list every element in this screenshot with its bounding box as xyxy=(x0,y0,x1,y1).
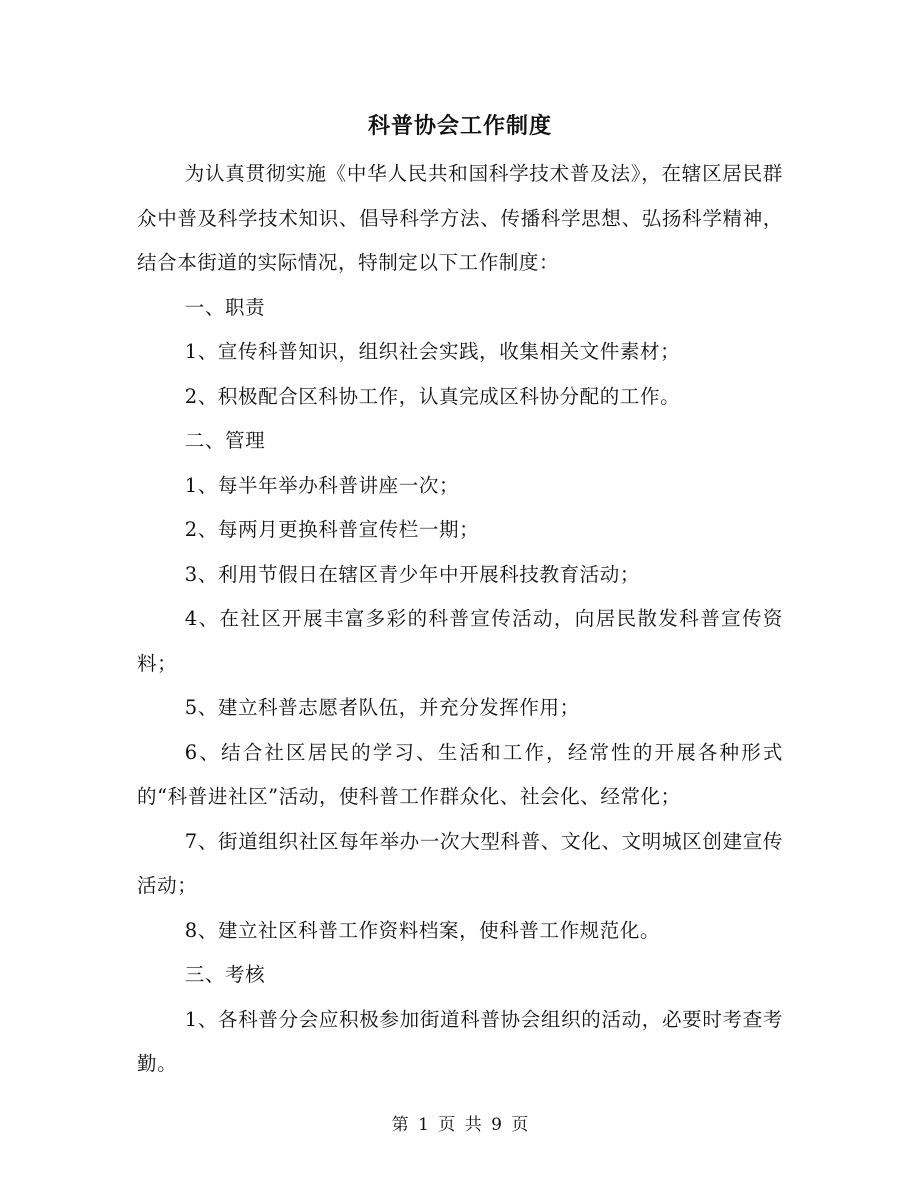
intro-paragraph: 为认真贯彻实施《中华人民共和国科学技术普及法》，在辖区居民群众中普及科学技术知识、倡导科学方法、传播科学思想、弘扬科学精神，结合本街道的实际情况，特制定以下工作制度： xyxy=(137,162,783,274)
management-item-1: 1、每半年举办科普讲座一次； xyxy=(184,473,460,497)
assessment-item-1: 1、各科普分会应积极参加街道科普协会组织的活动，必要时考查考勤。 xyxy=(137,1007,783,1075)
section-heading-assessment: 三、考核 xyxy=(184,963,266,986)
management-item-6: 6、结合社区居民的学习、生活和工作，经常性的开展各种形式的“科普进社区”活动，使科普工作群众化、社会化、经常化； xyxy=(137,740,783,808)
management-item-8: 8、建立社区科普工作资料档案，使科普工作规范化。 xyxy=(184,918,661,942)
duty-item-2: 2、积极配合区科协工作，认真完成区科协分配的工作。 xyxy=(184,384,681,408)
management-item-4: 4、在社区开展丰富多彩的科普宣传活动，向居民散发科普宣传资料； xyxy=(137,607,783,675)
management-item-7: 7、街道组织社区每年举办一次大型科普、文化、文明城区创建宣传活动； xyxy=(137,829,783,897)
page-title: 科普协会工作制度 xyxy=(367,113,552,139)
section-heading-management: 二、管理 xyxy=(184,429,266,452)
management-item-2: 2、每两月更换科普宣传栏一期； xyxy=(184,518,480,541)
section-heading-duties: 一、职责 xyxy=(184,295,266,319)
document-body xyxy=(137,152,783,1087)
management-item-5: 5、建立科普志愿者队伍，并充分发挥作用； xyxy=(184,696,580,719)
page-number-footer: 第 1 页 共 9 页 xyxy=(391,1115,529,1135)
duty-item-1: 1、宣传科普知识，组织社会实践，收集相关文件素材； xyxy=(184,340,681,363)
management-item-3: 3、利用节假日在辖区青少年中开展科技教育活动； xyxy=(184,562,640,586)
